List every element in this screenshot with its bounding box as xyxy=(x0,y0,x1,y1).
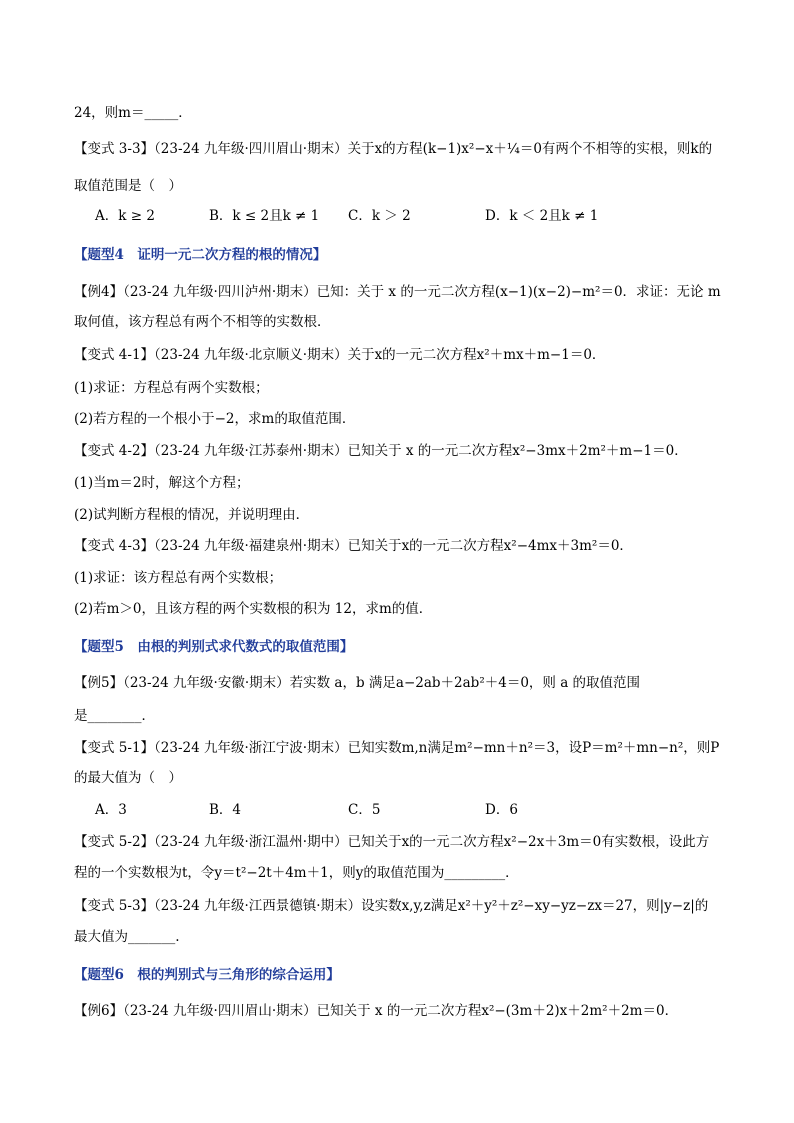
question-variant-5-3: 【变式 5-3】（23-24 九年级·江西景德镇·期末）设实数x,y,z满足x²＋y²＋z²−xy−yz−zx＝27，则|y−z|的 xyxy=(74,898,709,914)
text-line: 最大值为_______. xyxy=(74,929,180,945)
text-line: (2)试判断方程根的情况，并说明理由． xyxy=(74,507,310,523)
text-line: 程的一个实数根为t，令y＝t²−2t＋4m＋1，则y的取值范围为_________． xyxy=(74,865,519,881)
question-variant-5-1: 【变式 5-1】（23-24 九年级·浙江宁波·期末）已知实数m,n满足m²−mn＋n²＝3，设P＝m²＋mn−n²，则P xyxy=(74,740,720,756)
question-variant-4-2: 【变式 4-2】（23-24 九年级·江苏泰州·期末）已知关于 x 的一元二次方程x²−3mx＋2m²＋m−1＝0． xyxy=(74,443,688,459)
text-line: (1)求证：该方程总有两个实数根； xyxy=(74,570,283,586)
option-a: A．3 xyxy=(95,802,127,818)
option-b: B．4 xyxy=(209,802,242,818)
section-heading-4: 【题型4 证明一元二次方程的根的情况】 xyxy=(74,247,327,263)
option-c: C．k ＞ 2 xyxy=(348,208,411,224)
question-example-6: 【例6】（23-24 九年级·四川眉山·期末）已知关于 x 的一元二次方程x²−(3m＋2)x＋2m²＋2m＝0． xyxy=(74,1003,679,1019)
option-d: D．k ＜ 2且k ≠ 1 xyxy=(485,208,599,224)
text-line: 是________． xyxy=(74,708,155,724)
text-line: 24，则m＝_____． xyxy=(74,105,192,121)
question-variant-5-2: 【变式 5-2】（23-24 九年级·浙江温州·期中）已知关于x的一元二次方程x²−2x＋3m＝0有实数根，设此方 xyxy=(74,834,710,850)
text-line: 的最大值为（ ） xyxy=(74,770,182,786)
section-heading-5: 【题型5 由根的判别式求代数式的取值范围】 xyxy=(74,639,354,655)
question-variant-3-3: 【变式 3-3】（23-24 九年级·四川眉山·期末）关于x的方程(k−1)x²−x＋¼＝0有两个不相等的实根，则k的 xyxy=(74,141,713,157)
section-heading-6: 【题型6 根的判别式与三角形的综合运用】 xyxy=(74,967,340,983)
option-a: A．k ≥ 2 xyxy=(95,208,155,224)
text-line: (1)求证：方程总有两个实数根； xyxy=(74,380,269,396)
option-b: B．k ≤ 2且k ≠ 1 xyxy=(209,208,320,224)
question-variant-4-3: 【变式 4-3】（23-24 九年级·福建泉州·期末）已知关于x的一元二次方程x²−4mx＋3m²＝0． xyxy=(74,538,633,554)
question-variant-4-1: 【变式 4-1】（23-24 九年级·北京顺义·期末）关于x的一元二次方程x²＋mx＋m−1＝0． xyxy=(74,347,606,363)
text-line: 取何值，该方程总有两个不相等的实数根． xyxy=(74,314,331,330)
option-d: D．6 xyxy=(485,802,518,818)
text-line: 取值范围是（ ） xyxy=(74,178,182,194)
text-line: (2)若方程的一个根小于−2，求m的取值范围． xyxy=(74,411,356,427)
text-line: (2)若m＞0，且该方程的两个实数根的积为 12，求m的值． xyxy=(74,601,433,617)
option-c: C．5 xyxy=(348,802,381,818)
text-line: (1)当m＝2时，解这个方程； xyxy=(74,475,250,491)
question-example-5: 【例5】（23-24 九年级·安徽·期末）若实数 a，b 满足a−2ab＋2ab²＋4＝0，则 a 的取值范围 xyxy=(74,675,641,691)
question-example-4: 【例4】（23-24 九年级·四川泸州·期末）已知：关于 x 的一元二次方程(x−1)(x−2)−m²＝0．求证：无论 m xyxy=(74,284,721,300)
